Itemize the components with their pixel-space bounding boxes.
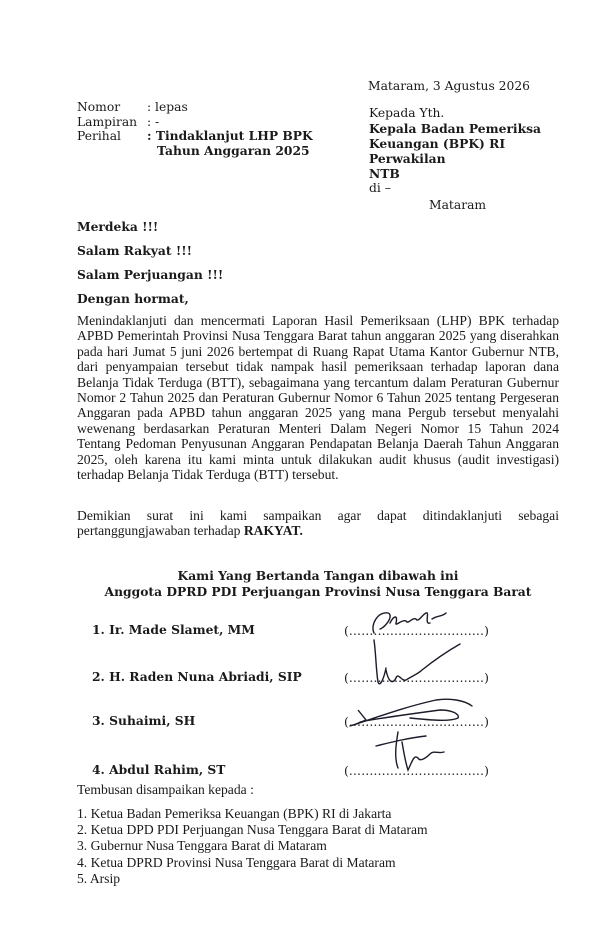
signer-3-name: 3. Suhaimi, SH — [92, 713, 196, 728]
perihal-value-continued: Tahun Anggaran 2025 — [157, 142, 310, 158]
body-paragraph-2-emphasis: RAKYAT. — [243, 523, 303, 539]
letter-date: Mataram, 3 Agustus 2026 — [368, 79, 530, 93]
signer-4-name: 4. Abdul Rahim, ST — [92, 762, 226, 777]
signature-heading-1: Kami Yang Bertanda Tangan dibawah ini — [177, 568, 459, 583]
tembusan-item: 5. Arsip — [77, 870, 121, 886]
greeting-salam-rakyat: Salam Rakyat !!! — [77, 243, 193, 258]
body-paragraph-2 — [77, 508, 559, 539]
greeting-hormat: Dengan hormat, — [77, 291, 189, 306]
recipient-salutation: Kepada Yth. — [369, 106, 445, 120]
tembusan-item: 3. Gubernur Nusa Tenggara Barat di Mataram — [77, 838, 327, 854]
recipient-name-line-2: Keuangan (BPK) RI Perwakilan — [369, 136, 506, 166]
lampiran-label: Lampiran — [77, 114, 138, 129]
body-paragraph-2-text: Demikian surat ini kami sampaikan agar dapat ditindaklanjuti sebagai pertanggungjawaban terhadap — [77, 508, 559, 539]
signer-1-signature-line: (……………………………) — [344, 624, 489, 638]
signer-2-signature-line: (……………………………) — [344, 671, 489, 685]
signature-heading-2: Anggota DPRD PDI Perjuangan Provinsi Nusa Tenggara Barat — [104, 584, 532, 599]
perihal-value: : Tindaklanjut LHP BPK — [147, 128, 313, 143]
signer-1-name: 1. Ir. Made Slamet, MM — [92, 622, 255, 637]
signer-2-name: 2. H. Raden Nuna Abriadi, SIP — [92, 669, 302, 684]
recipient-block — [369, 106, 584, 213]
signature-4-image — [368, 724, 458, 776]
signature-2-image — [362, 630, 472, 690]
letter-meta — [77, 100, 329, 158]
tembusan-item: 4. Ketua DPRD Provinsi Nusa Tenggara Barat di Mataram — [77, 854, 396, 870]
body-paragraph-1: Menindaklanjuti dan mencermati Laporan Hasil Pemeriksaan (LHP) BPK terhadap APBD Pemerintah Provinsi Nusa Tenggara Barat tahun anggaran 2025 yang diserahkan pada hari Jumat 5 juni 2026 bertempat di Ruang Rapat Utama Kantor Gubernur NTB, dari penyampaian tersebut tidak nampak hasil pemeriksaan terhadap laporan dana Belanja Tidak Terduga (BTT), sebagaimana yang tercantum dalam Peraturan Gubernur Nomor 2 Tahun 2025 dan Peraturan Gubernur Nomor 6 Tahun 2025 tentang Pergeseran Anggaran pada APBD tahun anggaran 2025 yang mana Pergub tersebut menyalahi wewenang berdasarkan Peraturan Menteri Dalam Negeri Nomor 15 Tahun 2024 Tentang Pedoman Penyusunan Anggaran Pendapatan Belanja Daerah Tahun Anggaran 2025, oleh karena itu kami minta untuk dilakukan audit khusus (audit investigasi) terhadap Belanja Tidak Terduga (BTT) tersebut. — [77, 313, 559, 483]
recipient-city: Mataram — [429, 198, 487, 212]
nomor-label: Nomor — [77, 100, 121, 114]
tembusan-item: 1. Ketua Badan Pemeriksa Keuangan (BPK) RI di Jakarta — [77, 806, 392, 821]
greeting-merdeka: Merdeka !!! — [77, 219, 159, 234]
tembusan-title: Tembusan disampaikan kepada : — [77, 782, 254, 797]
recipient-name-line-1: Kepala Badan Pemeriksa — [369, 121, 542, 136]
signer-4-signature-line: (……………………………) — [344, 764, 489, 778]
tembusan-list — [77, 806, 428, 887]
nomor-value: : lepas — [147, 100, 188, 114]
perihal-label: Perihal — [77, 129, 121, 143]
signer-3-signature-line: (……………………………) — [344, 715, 489, 729]
tembusan-item: 2. Ketua DPD PDI Perjuangan Nusa Tenggara Barat di Mataram — [77, 822, 428, 838]
greeting-salam-perjuangan: Salam Perjuangan !!! — [77, 267, 224, 282]
lampiran-value: : - — [147, 114, 160, 129]
recipient-name-line-3: NTB — [369, 166, 400, 181]
recipient-di: di – — [369, 181, 391, 195]
